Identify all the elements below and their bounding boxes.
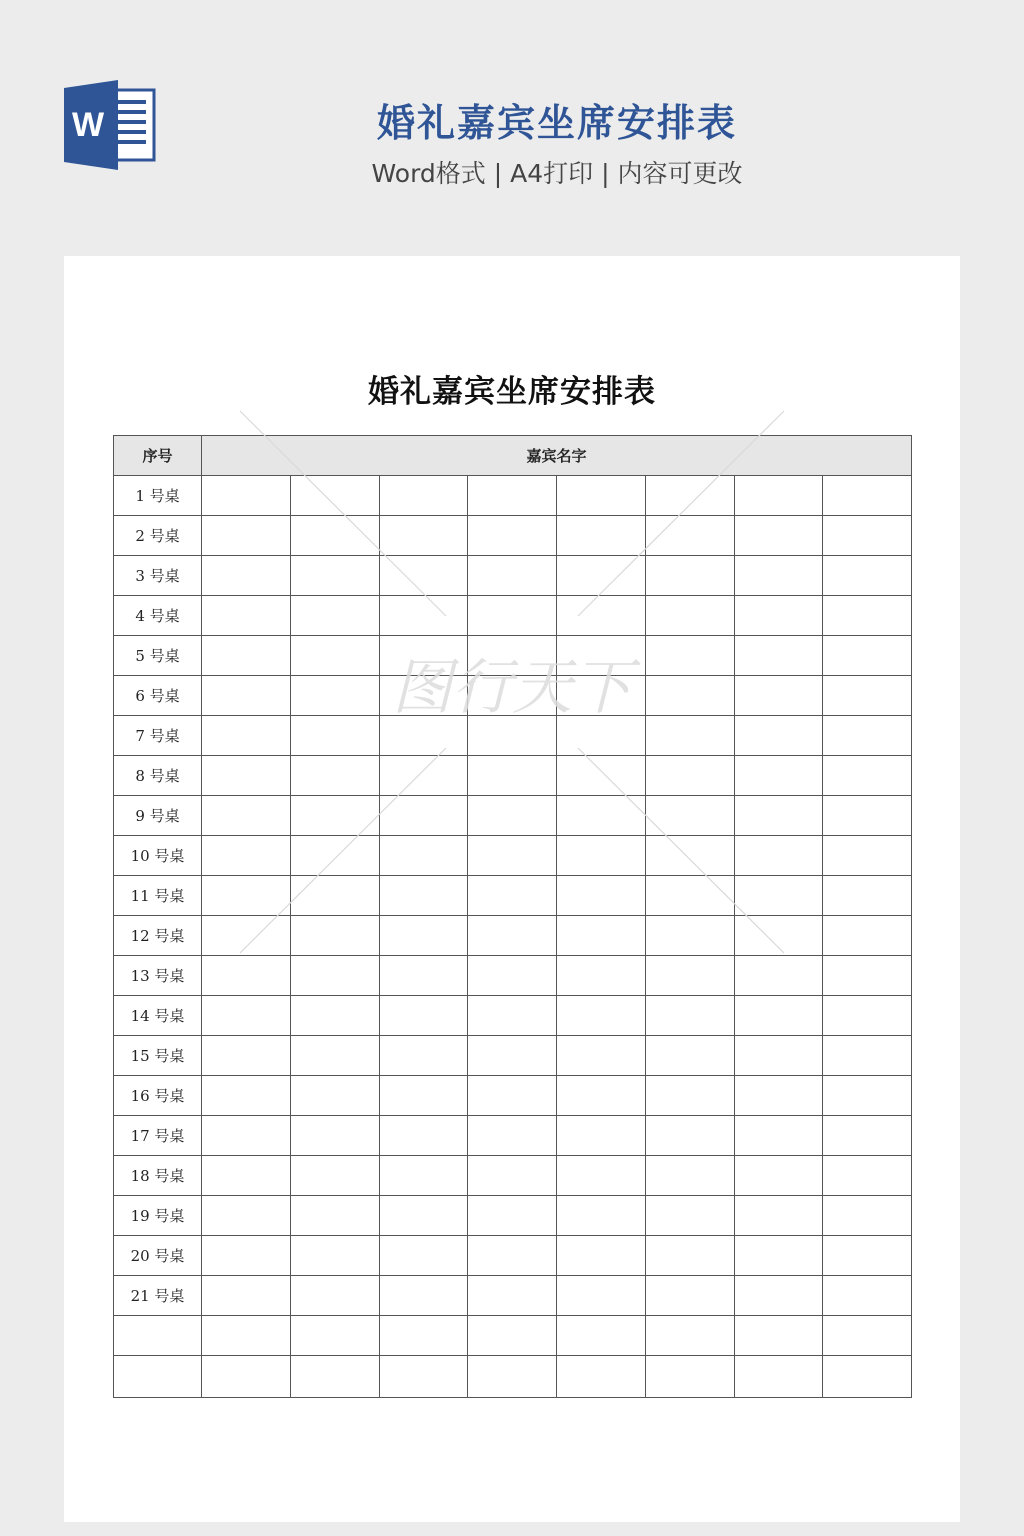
guest-name-cell[interactable] bbox=[379, 1356, 468, 1398]
table-number-cell: 2 号桌 bbox=[114, 516, 202, 556]
table-row bbox=[114, 756, 912, 796]
guest-name-cell[interactable] bbox=[379, 756, 468, 796]
guest-name-cell[interactable] bbox=[290, 1196, 379, 1236]
guest-name-cell[interactable] bbox=[734, 836, 823, 876]
guest-name-cell[interactable] bbox=[468, 916, 557, 956]
table-row bbox=[114, 996, 912, 1036]
guest-name-cell[interactable] bbox=[379, 916, 468, 956]
guest-name-cell[interactable] bbox=[290, 1316, 379, 1356]
document-page bbox=[64, 256, 960, 1522]
guest-name-cell[interactable] bbox=[734, 1196, 823, 1236]
guest-name-cell[interactable] bbox=[557, 596, 646, 636]
guest-name-cell[interactable] bbox=[468, 1276, 557, 1316]
guest-name-cell[interactable] bbox=[823, 716, 912, 756]
guest-name-cell[interactable] bbox=[290, 476, 379, 516]
guest-name-cell[interactable] bbox=[734, 1276, 823, 1316]
guest-name-cell[interactable] bbox=[202, 956, 291, 996]
guest-name-cell[interactable] bbox=[645, 476, 734, 516]
guest-name-cell[interactable] bbox=[468, 1156, 557, 1196]
guest-name-cell[interactable] bbox=[645, 1156, 734, 1196]
table-number-cell: 18 号桌 bbox=[114, 1156, 202, 1196]
table-row bbox=[114, 556, 912, 596]
guest-name-cell[interactable] bbox=[823, 916, 912, 956]
guest-name-cell[interactable] bbox=[734, 1076, 823, 1116]
table-row bbox=[114, 1356, 912, 1398]
watermark-text: 图行天下 bbox=[392, 653, 632, 723]
guest-name-cell[interactable] bbox=[290, 1036, 379, 1076]
guest-name-cell[interactable] bbox=[379, 956, 468, 996]
guest-name-cell[interactable] bbox=[379, 516, 468, 556]
guest-name-cell[interactable] bbox=[202, 756, 291, 796]
guest-name-cell[interactable] bbox=[290, 1076, 379, 1116]
guest-name-cell[interactable] bbox=[468, 596, 557, 636]
guest-name-cell[interactable] bbox=[823, 556, 912, 596]
table-row bbox=[114, 796, 912, 836]
guest-name-cell[interactable] bbox=[734, 996, 823, 1036]
guest-name-cell[interactable] bbox=[379, 596, 468, 636]
table-number-cell: 10 号桌 bbox=[114, 836, 202, 876]
guest-name-cell[interactable] bbox=[202, 1116, 291, 1156]
guest-name-cell[interactable] bbox=[823, 996, 912, 1036]
guest-name-cell[interactable] bbox=[823, 1276, 912, 1316]
table-header-row bbox=[114, 436, 912, 476]
table-row bbox=[114, 1276, 912, 1316]
guest-name-cell[interactable] bbox=[557, 836, 646, 876]
table-row bbox=[114, 836, 912, 876]
table-number-cell: 15 号桌 bbox=[114, 1036, 202, 1076]
guest-name-cell[interactable] bbox=[557, 756, 646, 796]
guest-name-cell[interactable] bbox=[823, 1156, 912, 1196]
guest-name-cell[interactable] bbox=[734, 636, 823, 676]
guest-name-cell[interactable] bbox=[202, 1316, 291, 1356]
guest-name-cell[interactable] bbox=[290, 796, 379, 836]
guest-name-cell[interactable] bbox=[202, 876, 291, 916]
guest-name-cell[interactable] bbox=[645, 1116, 734, 1156]
header-guest-names: 嘉宾名字 bbox=[202, 436, 912, 476]
guest-name-cell[interactable] bbox=[645, 1196, 734, 1236]
guest-name-cell[interactable] bbox=[202, 476, 291, 516]
header-serial-number: 序号 bbox=[114, 436, 202, 476]
guest-name-cell[interactable] bbox=[645, 1236, 734, 1276]
guest-name-cell[interactable] bbox=[379, 1236, 468, 1276]
guest-name-cell[interactable] bbox=[202, 1036, 291, 1076]
guest-name-cell[interactable] bbox=[645, 1356, 734, 1398]
guest-name-cell[interactable] bbox=[468, 1316, 557, 1356]
guest-name-cell[interactable] bbox=[645, 836, 734, 876]
guest-name-cell[interactable] bbox=[468, 1036, 557, 1076]
word-document-icon bbox=[64, 80, 156, 170]
guest-name-cell[interactable] bbox=[557, 1276, 646, 1316]
guest-name-cell[interactable] bbox=[645, 516, 734, 556]
table-number-cell: 21 号桌 bbox=[114, 1276, 202, 1316]
table-row bbox=[114, 716, 912, 756]
table-row bbox=[114, 916, 912, 956]
table-number-cell bbox=[114, 1356, 202, 1398]
guest-name-cell[interactable] bbox=[468, 1236, 557, 1276]
guest-name-cell[interactable] bbox=[645, 556, 734, 596]
guest-name-cell[interactable] bbox=[734, 596, 823, 636]
guest-name-cell[interactable] bbox=[290, 1156, 379, 1196]
guest-name-cell[interactable] bbox=[379, 1196, 468, 1236]
guest-name-cell[interactable] bbox=[290, 1236, 379, 1276]
guest-name-cell[interactable] bbox=[734, 516, 823, 556]
guest-name-cell[interactable] bbox=[645, 916, 734, 956]
guest-name-cell[interactable] bbox=[557, 956, 646, 996]
table-row bbox=[114, 596, 912, 636]
guest-name-cell[interactable] bbox=[645, 1036, 734, 1076]
guest-name-cell[interactable] bbox=[823, 596, 912, 636]
guest-name-cell[interactable] bbox=[734, 476, 823, 516]
guest-name-cell[interactable] bbox=[734, 956, 823, 996]
table-row bbox=[114, 516, 912, 556]
table-number-cell: 11 号桌 bbox=[114, 876, 202, 916]
guest-name-cell[interactable] bbox=[468, 476, 557, 516]
table-number-cell: 7 号桌 bbox=[114, 716, 202, 756]
table-row bbox=[114, 956, 912, 996]
guest-name-cell[interactable] bbox=[379, 676, 468, 716]
guest-name-cell[interactable] bbox=[202, 1356, 291, 1398]
guest-name-cell[interactable] bbox=[202, 996, 291, 1036]
guest-name-cell[interactable] bbox=[379, 796, 468, 836]
guest-name-cell[interactable] bbox=[379, 876, 468, 916]
guest-name-cell[interactable] bbox=[468, 1356, 557, 1398]
guest-name-cell[interactable] bbox=[379, 1036, 468, 1076]
guest-name-cell[interactable] bbox=[645, 996, 734, 1036]
guest-name-cell[interactable] bbox=[823, 1356, 912, 1398]
table-row bbox=[114, 476, 912, 516]
guest-name-cell[interactable] bbox=[645, 1076, 734, 1116]
guest-name-cell[interactable] bbox=[823, 1316, 912, 1356]
guest-name-cell[interactable] bbox=[823, 836, 912, 876]
guest-name-cell[interactable] bbox=[734, 676, 823, 716]
guest-name-cell[interactable] bbox=[645, 716, 734, 756]
guest-name-cell[interactable] bbox=[734, 1236, 823, 1276]
guest-name-cell[interactable] bbox=[468, 636, 557, 676]
table-row bbox=[114, 1156, 912, 1196]
table-number-cell: 9 号桌 bbox=[114, 796, 202, 836]
table-number-cell: 3 号桌 bbox=[114, 556, 202, 596]
guest-name-cell[interactable] bbox=[557, 1076, 646, 1116]
guest-name-cell[interactable] bbox=[202, 636, 291, 676]
table-body bbox=[114, 476, 912, 1398]
guest-name-cell[interactable] bbox=[823, 516, 912, 556]
guest-name-cell[interactable] bbox=[823, 476, 912, 516]
guest-name-cell[interactable] bbox=[379, 1116, 468, 1156]
guest-name-cell[interactable] bbox=[823, 1076, 912, 1116]
table-row bbox=[114, 1076, 912, 1116]
guest-name-cell[interactable] bbox=[290, 716, 379, 756]
guest-name-cell[interactable] bbox=[468, 1196, 557, 1236]
guest-name-cell[interactable] bbox=[202, 916, 291, 956]
guest-name-cell[interactable] bbox=[645, 796, 734, 836]
table-row bbox=[114, 1036, 912, 1076]
guest-name-cell[interactable] bbox=[290, 676, 379, 716]
guest-name-cell[interactable] bbox=[823, 1116, 912, 1156]
guest-name-cell[interactable] bbox=[202, 1076, 291, 1116]
guest-name-cell[interactable] bbox=[823, 636, 912, 676]
guest-name-cell[interactable] bbox=[379, 836, 468, 876]
table-number-cell: 13 号桌 bbox=[114, 956, 202, 996]
guest-name-cell[interactable] bbox=[290, 596, 379, 636]
guest-name-cell[interactable] bbox=[202, 796, 291, 836]
guest-name-cell[interactable] bbox=[734, 556, 823, 596]
guest-name-cell[interactable] bbox=[557, 796, 646, 836]
guest-name-cell[interactable] bbox=[379, 1076, 468, 1116]
guest-name-cell[interactable] bbox=[290, 556, 379, 596]
table-number-cell bbox=[114, 1316, 202, 1356]
guest-name-cell[interactable] bbox=[202, 716, 291, 756]
table-row bbox=[114, 1116, 912, 1156]
table-number-cell: 19 号桌 bbox=[114, 1196, 202, 1236]
table-number-cell: 4 号桌 bbox=[114, 596, 202, 636]
guest-name-cell[interactable] bbox=[557, 476, 646, 516]
guest-name-cell[interactable] bbox=[734, 916, 823, 956]
guest-name-cell[interactable] bbox=[823, 956, 912, 996]
guest-name-cell[interactable] bbox=[557, 916, 646, 956]
guest-name-cell[interactable] bbox=[823, 1236, 912, 1276]
guest-name-cell[interactable] bbox=[734, 756, 823, 796]
guest-name-cell[interactable] bbox=[557, 676, 646, 716]
guest-name-cell[interactable] bbox=[468, 676, 557, 716]
guest-name-cell[interactable] bbox=[290, 956, 379, 996]
guest-name-cell[interactable] bbox=[557, 716, 646, 756]
guest-name-cell[interactable] bbox=[557, 1316, 646, 1356]
guest-name-cell[interactable] bbox=[290, 1116, 379, 1156]
guest-name-cell[interactable] bbox=[202, 596, 291, 636]
guest-name-cell[interactable] bbox=[734, 716, 823, 756]
guest-name-cell[interactable] bbox=[202, 1276, 291, 1316]
guest-name-cell[interactable] bbox=[468, 1116, 557, 1156]
word-icon-letter: W bbox=[71, 106, 105, 144]
table-number-cell: 6 号桌 bbox=[114, 676, 202, 716]
guest-name-cell[interactable] bbox=[379, 1156, 468, 1196]
guest-name-cell[interactable] bbox=[379, 636, 468, 676]
guest-name-cell[interactable] bbox=[379, 1316, 468, 1356]
guest-name-cell[interactable] bbox=[468, 836, 557, 876]
table-number-cell: 14 号桌 bbox=[114, 996, 202, 1036]
guest-name-cell[interactable] bbox=[557, 1156, 646, 1196]
guest-name-cell[interactable] bbox=[557, 996, 646, 1036]
table-number-cell: 16 号桌 bbox=[114, 1076, 202, 1116]
guest-name-cell[interactable] bbox=[290, 516, 379, 556]
guest-name-cell[interactable] bbox=[468, 556, 557, 596]
guest-name-cell[interactable] bbox=[823, 756, 912, 796]
guest-name-cell[interactable] bbox=[468, 716, 557, 756]
guest-name-cell[interactable] bbox=[557, 876, 646, 916]
guest-name-cell[interactable] bbox=[468, 956, 557, 996]
guest-name-cell[interactable] bbox=[379, 996, 468, 1036]
guest-name-cell[interactable] bbox=[823, 796, 912, 836]
guest-name-cell[interactable] bbox=[202, 516, 291, 556]
guest-name-cell[interactable] bbox=[468, 876, 557, 916]
table-number-cell: 17 号桌 bbox=[114, 1116, 202, 1156]
guest-name-cell[interactable] bbox=[823, 676, 912, 716]
guest-name-cell[interactable] bbox=[645, 756, 734, 796]
table-row bbox=[114, 1196, 912, 1236]
guest-name-cell[interactable] bbox=[645, 956, 734, 996]
guest-name-cell[interactable] bbox=[645, 1276, 734, 1316]
table-row bbox=[114, 636, 912, 676]
guest-name-cell[interactable] bbox=[468, 516, 557, 556]
guest-name-cell[interactable] bbox=[290, 636, 379, 676]
table-row bbox=[114, 676, 912, 716]
guest-name-cell[interactable] bbox=[734, 876, 823, 916]
guest-name-cell[interactable] bbox=[202, 676, 291, 716]
guest-name-cell[interactable] bbox=[557, 1036, 646, 1076]
guest-name-cell[interactable] bbox=[202, 836, 291, 876]
guest-name-cell[interactable] bbox=[290, 1356, 379, 1398]
guest-name-cell[interactable] bbox=[645, 596, 734, 636]
guest-name-cell[interactable] bbox=[734, 1316, 823, 1356]
guest-name-cell[interactable] bbox=[468, 996, 557, 1036]
guest-name-cell[interactable] bbox=[379, 716, 468, 756]
guest-name-cell[interactable] bbox=[290, 836, 379, 876]
guest-name-cell[interactable] bbox=[379, 1276, 468, 1316]
guest-name-cell[interactable] bbox=[468, 796, 557, 836]
page-title: 婚礼嘉宾坐席安排表 bbox=[376, 101, 737, 145]
guest-name-cell[interactable] bbox=[202, 1196, 291, 1236]
table-number-cell: 5 号桌 bbox=[114, 636, 202, 676]
guest-name-cell[interactable] bbox=[557, 1196, 646, 1236]
table-row bbox=[114, 1316, 912, 1356]
guest-name-cell[interactable] bbox=[379, 476, 468, 516]
guest-name-cell[interactable] bbox=[379, 556, 468, 596]
guest-name-cell[interactable] bbox=[290, 876, 379, 916]
page-subtitle: Word格式 | A4打印 | 内容可更改 bbox=[371, 159, 743, 188]
guest-name-cell[interactable] bbox=[202, 1236, 291, 1276]
table-number-cell: 12 号桌 bbox=[114, 916, 202, 956]
guest-name-cell[interactable] bbox=[202, 556, 291, 596]
guest-name-cell[interactable] bbox=[645, 1316, 734, 1356]
guest-name-cell[interactable] bbox=[645, 876, 734, 916]
guest-name-cell[interactable] bbox=[290, 1276, 379, 1316]
table-number-cell: 1 号桌 bbox=[114, 476, 202, 516]
guest-name-cell[interactable] bbox=[202, 1156, 291, 1196]
guest-name-cell[interactable] bbox=[734, 1156, 823, 1196]
guest-name-cell[interactable] bbox=[557, 556, 646, 596]
seating-table bbox=[113, 435, 912, 1398]
guest-name-cell[interactable] bbox=[645, 636, 734, 676]
table-number-cell: 8 号桌 bbox=[114, 756, 202, 796]
guest-name-cell[interactable] bbox=[290, 756, 379, 796]
guest-name-cell[interactable] bbox=[734, 1036, 823, 1076]
guest-name-cell[interactable] bbox=[557, 1236, 646, 1276]
table-row bbox=[114, 1236, 912, 1276]
guest-name-cell[interactable] bbox=[557, 1116, 646, 1156]
guest-name-cell[interactable] bbox=[734, 796, 823, 836]
guest-name-cell[interactable] bbox=[290, 916, 379, 956]
table-number-cell: 20 号桌 bbox=[114, 1236, 202, 1276]
guest-name-cell[interactable] bbox=[468, 756, 557, 796]
guest-name-cell[interactable] bbox=[645, 676, 734, 716]
guest-name-cell[interactable] bbox=[557, 516, 646, 556]
guest-name-cell[interactable] bbox=[557, 636, 646, 676]
guest-name-cell[interactable] bbox=[557, 1356, 646, 1398]
guest-name-cell[interactable] bbox=[823, 1196, 912, 1236]
guest-name-cell[interactable] bbox=[290, 996, 379, 1036]
table-row bbox=[114, 876, 912, 916]
guest-name-cell[interactable] bbox=[734, 1356, 823, 1398]
guest-name-cell[interactable] bbox=[823, 1036, 912, 1076]
guest-name-cell[interactable] bbox=[734, 1116, 823, 1156]
guest-name-cell[interactable] bbox=[823, 876, 912, 916]
guest-name-cell[interactable] bbox=[468, 1076, 557, 1116]
document-title: 婚礼嘉宾坐席安排表 bbox=[368, 374, 656, 410]
